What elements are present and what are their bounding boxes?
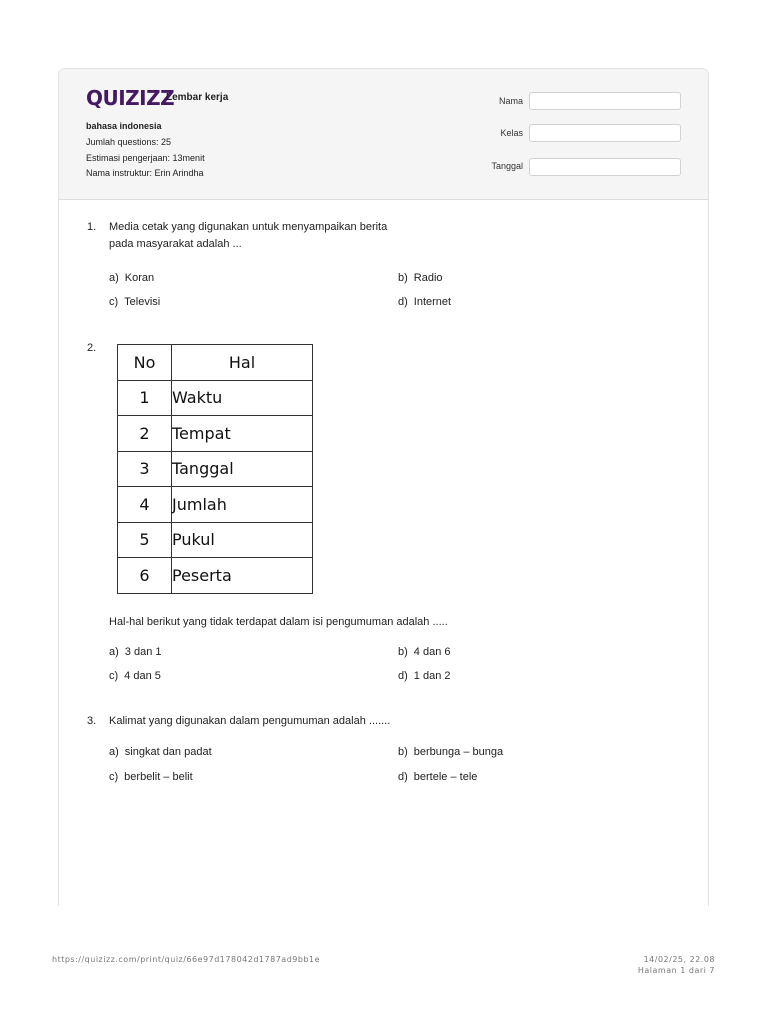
table-cell-no: 5 (118, 522, 172, 558)
question-2-number: 2. (87, 342, 97, 354)
question-2-option-d: d) 1 dan 2 (398, 670, 451, 682)
footer-url: https://quizizz.com/print/quiz/66e97d178042d1787ad9bb1e (52, 955, 321, 964)
worksheet-header (59, 69, 708, 200)
question-1-option-a: a) Koran (109, 272, 155, 284)
time-estimate: Estimasi pengerjaan: 13menit (86, 153, 205, 163)
name-label: Nama (498, 96, 523, 106)
question-1-option-b: b) Radio (398, 272, 443, 284)
question-2-option-b: b) 4 dan 6 (398, 646, 451, 658)
question-2-text: Hal-hal berikut yang tidak terdapat dalam isi pengumuman adalah ..... (109, 616, 448, 628)
worksheet-card (58, 68, 709, 906)
quizizz-logo: QUIZIZZ (86, 86, 175, 110)
question-1-text (109, 219, 387, 253)
question-3-number: 3. (87, 715, 97, 727)
question-1-line-2: pada masyarakat adalah ... (109, 238, 242, 250)
table-cell-hal: Peserta (172, 558, 313, 594)
table-cell-hal: Tanggal (172, 451, 313, 487)
table-cell-no: 4 (118, 487, 172, 523)
table-header-no: No (118, 345, 172, 381)
table-cell-hal: Waktu (172, 380, 313, 416)
question-1-line-1: Media cetak yang digunakan untuk menyampaikan berita (109, 221, 388, 233)
question-1-option-c: c) Televisi (109, 296, 161, 308)
table-cell-no: 6 (118, 558, 172, 594)
footer-page-number: Halaman 1 dari 7 (637, 966, 715, 975)
footer-datetime: 14/02/25, 22.08 (643, 955, 715, 964)
subject-title: bahasa indonesia (86, 121, 162, 131)
question-2-option-a: a) 3 dan 1 (109, 646, 162, 658)
question-3-option-c: c) berbelit – belit (109, 771, 193, 783)
table-row (118, 487, 313, 523)
question-3-option-b: b) berbunga – bunga (398, 746, 504, 758)
class-field[interactable] (529, 124, 681, 142)
name-field[interactable] (529, 92, 681, 110)
table-cell-hal: Pukul (172, 522, 313, 558)
table-cell-no: 3 (118, 451, 172, 487)
table-row (118, 451, 313, 487)
question-3-option-a: a) singkat dan padat (109, 746, 212, 758)
question-1-option-d: d) Internet (398, 296, 452, 308)
table-row (118, 416, 313, 452)
date-label: Tanggal (491, 161, 523, 171)
table-header-row (118, 345, 313, 381)
worksheet-label: Lembar kerja (166, 92, 229, 103)
table-row (118, 558, 313, 594)
table-cell-no: 1 (118, 380, 172, 416)
question-3-option-d: d) bertele – tele (398, 771, 478, 783)
date-field[interactable] (529, 158, 681, 176)
question-2-option-c: c) 4 dan 5 (109, 670, 161, 682)
question-3-text: Kalimat yang digunakan dalam pengumuman adalah ....... (109, 715, 391, 727)
question-2-table (117, 344, 313, 594)
instructor-name: Nama instruktur: Erin Arindha (86, 168, 204, 178)
class-label: Kelas (500, 128, 523, 138)
question-count: Jumlah questions: 25 (86, 137, 172, 147)
table-row (118, 380, 313, 416)
table-header-hal: Hal (172, 345, 313, 381)
table-cell-hal: Tempat (172, 416, 313, 452)
table-cell-hal: Jumlah (172, 487, 313, 523)
table-row (118, 522, 313, 558)
question-1-number: 1. (87, 221, 97, 233)
table-cell-no: 2 (118, 416, 172, 452)
